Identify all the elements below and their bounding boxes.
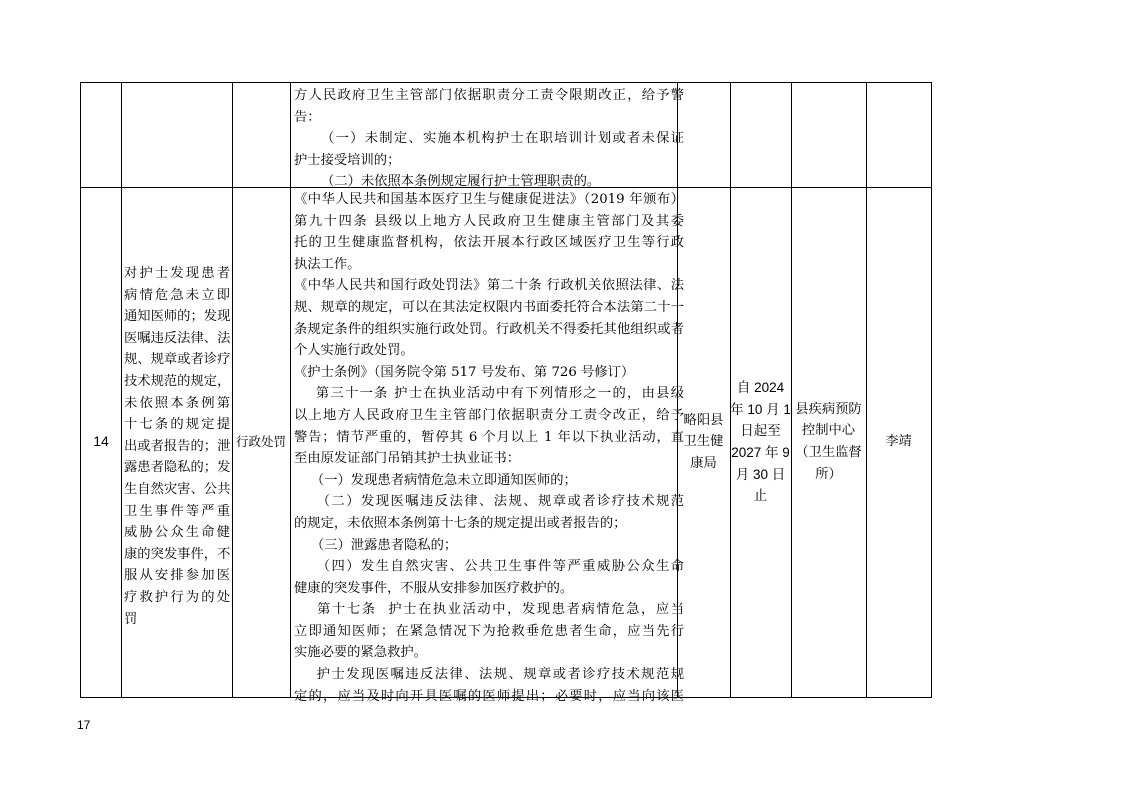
item-name	[124, 263, 230, 630]
text-line: 2027 年 9	[731, 445, 790, 460]
text-line: 病情危急未立即	[124, 287, 230, 303]
text-line: 自 2024	[736, 380, 785, 396]
text-line: 县疾病预防	[795, 401, 862, 417]
text-line: 露患者隐私的；发	[124, 460, 231, 476]
text-line: 略阳县	[683, 412, 724, 428]
text-line: 年 10 月 1	[730, 401, 791, 417]
text-line: 护士接受培训的；	[294, 152, 401, 168]
text-line: 第九十四条 县级以上地方人民政府卫生健康主管部门及其委	[294, 213, 684, 229]
text-line: 卫生事件等严重	[124, 503, 230, 519]
text-line: 罚	[124, 611, 138, 627]
entrusted-agency	[791, 187, 866, 697]
responsible-person: 李靖	[885, 434, 912, 450]
text-line: 康的突发事件，不	[124, 546, 231, 562]
text-line: 康局	[690, 455, 717, 471]
text-line: （一）发现患者病情危急未立即通知医师的；	[294, 472, 577, 488]
text-line: 服从安排参加医	[124, 568, 230, 584]
text-line: 实施必要的紧急救护。	[294, 645, 427, 661]
category: 行政处罚	[235, 434, 286, 450]
text-line: 告：	[294, 109, 321, 125]
text-line: 十七条的规定提	[124, 417, 230, 433]
text-line: 以上地方人民政府卫生主管部门依据职责分工责令改正，给予	[294, 407, 684, 423]
text-line: 方人民政府卫生主管部门依据职责分工责令限期改正，给予警	[294, 88, 684, 103]
text-line: 健康的突发事件，不服从安排参加医疗救护的。	[294, 580, 574, 596]
text-line: 所）	[815, 466, 842, 482]
text-line: 的规定，未依照本条例第十七条的规定提出或者报告的；	[294, 515, 627, 531]
text-line: 卫生健	[683, 434, 724, 450]
text-line: 规、规章或者诊疗	[124, 352, 231, 368]
text-line: 警告；情节严重的，暂停其 6 个月以上 1 年以下执业活动，直	[294, 429, 684, 445]
text-line: 通知医师的；发现	[124, 309, 231, 325]
text-line: 个人实施行政处罚。	[294, 343, 414, 359]
row-number: 14	[93, 433, 109, 450]
text-line: 护士发现医嘱违反法律、法规、规章或者诊疗技术规范规	[294, 667, 684, 683]
text-line: 条规定条件的组织实施行政处罚。行政机关不得委托其他组织或者	[294, 321, 684, 337]
validity-period	[730, 187, 791, 697]
text-line: 未依照本条例第	[124, 395, 230, 411]
text-line: 对护士发现患者	[124, 266, 230, 281]
text-line: 执法工作。	[294, 256, 361, 272]
text-line: 第三十一条 护士在执业活动中有下列情形之一的，由县级	[294, 386, 684, 402]
text-line: （四）发生自然灾害、公共卫生事件等严重威胁公众生命	[294, 559, 684, 575]
text-line: （二）未依照本条例规定履行护士管理职责的。	[321, 174, 601, 190]
text-line: 威胁公众生命健	[124, 525, 230, 541]
text-line: （卫生监督	[795, 445, 862, 460]
text-line: 至由原发证部门吊销其护士执业证书：	[294, 451, 521, 467]
text-line: 疗救护行为的处	[124, 589, 230, 605]
authorization-table	[80, 82, 932, 704]
col-divider	[121, 83, 122, 697]
text-line: 月 30 日	[735, 466, 786, 482]
prev-row-text	[294, 85, 684, 193]
text-line: （三）泄露患者隐私的；	[294, 537, 458, 553]
text-line: （二）发现医嘱违反法律、法规、规章或者诊疗技术规范	[294, 494, 684, 510]
text-line: 出或者报告的；泄	[124, 438, 231, 454]
col-divider	[290, 83, 291, 697]
text-line: （一）未制定、实施本机构护士在职培训计划或者未保证	[321, 131, 684, 147]
text-line: 《中华人民共和国基本医疗卫生与健康促进法》（2019 年颁布）	[294, 192, 684, 207]
text-line: 定的，应当及时向开具医嘱的医师提出；必要时，应当向该医	[294, 688, 684, 704]
authority	[677, 187, 730, 697]
text-line: 生自然灾害、公共	[124, 481, 231, 497]
text-line: 日起至	[740, 423, 781, 439]
text-line: 托的卫生健康监督机构，依法开展本行政区域医疗卫生等行政	[294, 235, 684, 251]
text-line: 医嘱违反法律、法	[124, 330, 231, 346]
page-number: 17	[77, 718, 91, 732]
legal-basis	[294, 189, 684, 707]
text-line: 《护士条例》（国务院令第 517 号发布、第 726 号修订）	[294, 364, 635, 380]
text-line: 止	[753, 488, 768, 504]
text-line: 规、规章的规定，可以在其法定权限内书面委托符合本法第二十一	[294, 299, 684, 315]
text-line: 《中华人民共和国行政处罚法》第二十条 行政机关依照法律、法	[294, 278, 684, 294]
text-line: 立即通知医师；在紧急情况下为抢救垂危患者生命，应当先行	[294, 623, 684, 639]
text-line: 技术规范的规定，	[124, 373, 231, 389]
text-line: 控制中心	[801, 423, 856, 439]
text-line: 第十七条 护士在执业活动中，发现患者病情危急，应当	[294, 602, 684, 618]
